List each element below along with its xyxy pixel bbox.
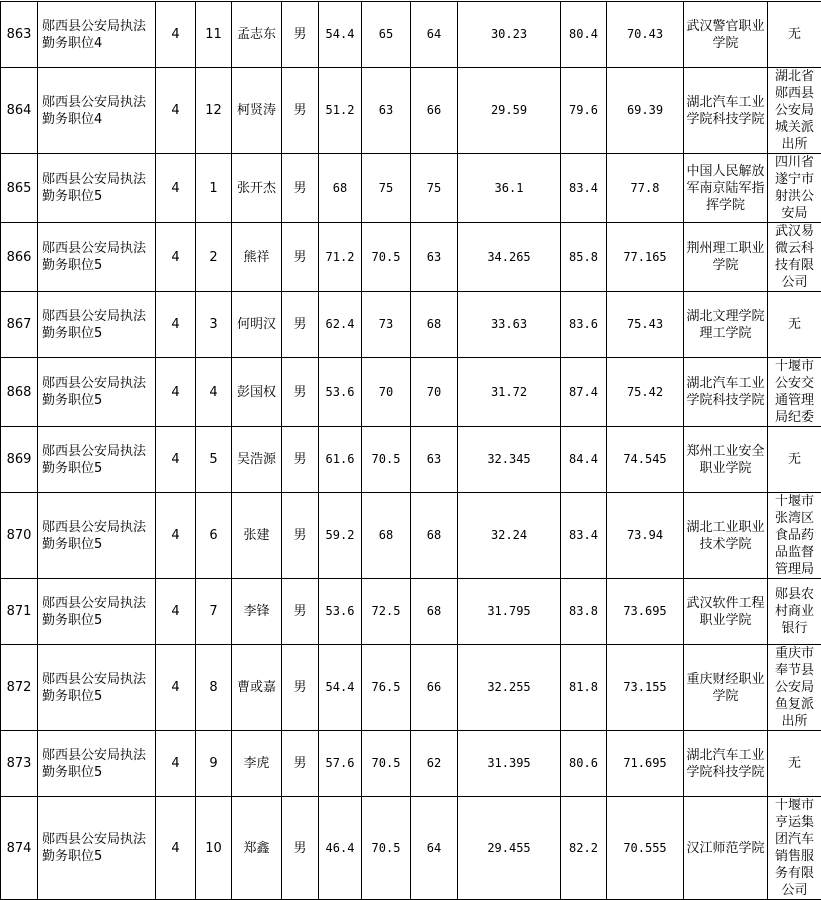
interview-score-cell: 85.8 — [561, 223, 607, 292]
written-score-cell: 34.265 — [458, 223, 561, 292]
score-1-cell: 62.4 — [319, 292, 362, 358]
position-name-cell: 郧西县公安局执法勤务职位5 — [38, 579, 156, 645]
row-number-cell: 863 — [1, 2, 38, 68]
score-3-cell: 68 — [411, 493, 458, 579]
hire-count-cell: 4 — [156, 154, 196, 223]
hire-count-cell: 4 — [156, 731, 196, 797]
gender-cell: 男 — [282, 645, 319, 731]
table-row — [1, 154, 821, 223]
candidate-name-cell: 吴浩源 — [232, 427, 282, 493]
hire-count-cell: 4 — [156, 645, 196, 731]
score-1-cell: 71.2 — [319, 223, 362, 292]
position-name-cell: 郧西县公安局执法勤务职位5 — [38, 493, 156, 579]
interview-score-cell: 82.2 — [561, 797, 607, 900]
rank-cell: 8 — [196, 645, 232, 731]
total-score-cell: 77.165 — [607, 223, 684, 292]
hire-count-cell: 4 — [156, 2, 196, 68]
hire-count-cell: 4 — [156, 493, 196, 579]
rank-cell: 5 — [196, 427, 232, 493]
hire-count-cell: 4 — [156, 68, 196, 154]
written-score-cell: 29.59 — [458, 68, 561, 154]
gender-cell: 男 — [282, 427, 319, 493]
table-row — [1, 731, 821, 797]
rank-cell: 6 — [196, 493, 232, 579]
row-number-cell: 867 — [1, 292, 38, 358]
row-number-cell: 871 — [1, 579, 38, 645]
employer-cell: 无 — [768, 731, 821, 797]
employer-cell: 重庆市奉节县公安局鱼复派出所 — [768, 645, 821, 731]
rank-cell: 9 — [196, 731, 232, 797]
hire-count-cell: 4 — [156, 358, 196, 427]
position-name-cell: 郧西县公安局执法勤务职位5 — [38, 731, 156, 797]
interview-score-cell: 80.4 — [561, 2, 607, 68]
candidate-name-cell: 柯贤涛 — [232, 68, 282, 154]
graduate-school-cell: 重庆财经职业学院 — [684, 645, 768, 731]
table-row — [1, 358, 821, 427]
score-2-cell: 70.5 — [362, 427, 411, 493]
hire-count-cell: 4 — [156, 579, 196, 645]
total-score-cell: 70.43 — [607, 2, 684, 68]
employer-cell: 无 — [768, 2, 821, 68]
rank-cell: 1 — [196, 154, 232, 223]
row-number-cell: 873 — [1, 731, 38, 797]
interview-score-cell: 87.4 — [561, 358, 607, 427]
score-3-cell: 63 — [411, 223, 458, 292]
rank-cell: 3 — [196, 292, 232, 358]
total-score-cell: 73.155 — [607, 645, 684, 731]
row-number-cell: 872 — [1, 645, 38, 731]
row-number-cell: 874 — [1, 797, 38, 900]
graduate-school-cell: 湖北工业职业技术学院 — [684, 493, 768, 579]
candidate-name-cell: 熊祥 — [232, 223, 282, 292]
total-score-cell: 70.555 — [607, 797, 684, 900]
position-name-cell: 郧西县公安局执法勤务职位4 — [38, 2, 156, 68]
position-name-cell: 郧西县公安局执法勤务职位5 — [38, 292, 156, 358]
total-score-cell: 75.42 — [607, 358, 684, 427]
graduate-school-cell: 湖北文理学院理工学院 — [684, 292, 768, 358]
score-1-cell: 61.6 — [319, 427, 362, 493]
graduate-school-cell: 湖北汽车工业学院科技学院 — [684, 358, 768, 427]
score-1-cell: 53.6 — [319, 579, 362, 645]
hire-count-cell: 4 — [156, 427, 196, 493]
employer-cell: 无 — [768, 292, 821, 358]
table-row — [1, 797, 821, 900]
gender-cell: 男 — [282, 68, 319, 154]
graduate-school-cell: 湖北汽车工业学院科技学院 — [684, 731, 768, 797]
gender-cell: 男 — [282, 154, 319, 223]
table-row — [1, 2, 821, 68]
table-row — [1, 223, 821, 292]
position-name-cell: 郧西县公安局执法勤务职位5 — [38, 427, 156, 493]
score-1-cell: 59.2 — [319, 493, 362, 579]
candidate-name-cell: 何明汉 — [232, 292, 282, 358]
written-score-cell: 30.23 — [458, 2, 561, 68]
table-row — [1, 68, 821, 154]
employer-cell: 郧县农村商业银行 — [768, 579, 821, 645]
written-score-cell: 31.795 — [458, 579, 561, 645]
score-3-cell: 70 — [411, 358, 458, 427]
written-score-cell: 33.63 — [458, 292, 561, 358]
gender-cell: 男 — [282, 2, 319, 68]
rank-cell: 7 — [196, 579, 232, 645]
total-score-cell: 73.94 — [607, 493, 684, 579]
score-3-cell: 64 — [411, 797, 458, 900]
score-2-cell: 76.5 — [362, 645, 411, 731]
gender-cell: 男 — [282, 797, 319, 900]
table-row — [1, 579, 821, 645]
score-3-cell: 68 — [411, 292, 458, 358]
hire-count-cell: 4 — [156, 292, 196, 358]
written-score-cell: 32.24 — [458, 493, 561, 579]
row-number-cell: 864 — [1, 68, 38, 154]
hire-count-cell: 4 — [156, 797, 196, 900]
score-1-cell: 51.2 — [319, 68, 362, 154]
interview-score-cell: 83.6 — [561, 292, 607, 358]
score-2-cell: 73 — [362, 292, 411, 358]
employer-cell: 十堰市亨运集团汽车销售服务有限公司 — [768, 797, 821, 900]
row-number-cell: 870 — [1, 493, 38, 579]
position-name-cell: 郧西县公安局执法勤务职位4 — [38, 68, 156, 154]
row-number-cell: 868 — [1, 358, 38, 427]
total-score-cell: 74.545 — [607, 427, 684, 493]
rank-cell: 12 — [196, 68, 232, 154]
score-3-cell: 75 — [411, 154, 458, 223]
graduate-school-cell: 中国人民解放军南京陆军指挥学院 — [684, 154, 768, 223]
score-2-cell: 70.5 — [362, 797, 411, 900]
score-1-cell: 46.4 — [319, 797, 362, 900]
interview-score-cell: 81.8 — [561, 645, 607, 731]
candidate-name-cell: 李锋 — [232, 579, 282, 645]
candidate-name-cell: 郑鑫 — [232, 797, 282, 900]
total-score-cell: 71.695 — [607, 731, 684, 797]
score-2-cell: 75 — [362, 154, 411, 223]
written-score-cell: 31.395 — [458, 731, 561, 797]
rank-cell: 2 — [196, 223, 232, 292]
interview-score-cell: 83.4 — [561, 493, 607, 579]
written-score-cell: 36.1 — [458, 154, 561, 223]
candidate-name-cell: 张建 — [232, 493, 282, 579]
rank-cell: 4 — [196, 358, 232, 427]
score-2-cell: 70.5 — [362, 731, 411, 797]
total-score-cell: 73.695 — [607, 579, 684, 645]
rank-cell: 11 — [196, 2, 232, 68]
table-row — [1, 493, 821, 579]
score-1-cell: 53.6 — [319, 358, 362, 427]
score-3-cell: 66 — [411, 68, 458, 154]
graduate-school-cell: 汉江师范学院 — [684, 797, 768, 900]
candidate-name-cell: 孟志东 — [232, 2, 282, 68]
employer-cell: 十堰市张湾区食品药品监督管理局 — [768, 493, 821, 579]
gender-cell: 男 — [282, 358, 319, 427]
interview-score-cell: 83.8 — [561, 579, 607, 645]
score-3-cell: 66 — [411, 645, 458, 731]
position-name-cell: 郧西县公安局执法勤务职位5 — [38, 223, 156, 292]
score-table — [0, 1, 821, 900]
position-name-cell: 郧西县公安局执法勤务职位5 — [38, 154, 156, 223]
row-number-cell: 865 — [1, 154, 38, 223]
candidate-name-cell: 曹或嘉 — [232, 645, 282, 731]
gender-cell: 男 — [282, 223, 319, 292]
interview-score-cell: 79.6 — [561, 68, 607, 154]
gender-cell: 男 — [282, 292, 319, 358]
candidate-name-cell: 李虎 — [232, 731, 282, 797]
hire-count-cell: 4 — [156, 223, 196, 292]
gender-cell: 男 — [282, 493, 319, 579]
table-row — [1, 645, 821, 731]
rank-cell: 10 — [196, 797, 232, 900]
score-3-cell: 63 — [411, 427, 458, 493]
graduate-school-cell: 湖北汽车工业学院科技学院 — [684, 68, 768, 154]
score-3-cell: 64 — [411, 2, 458, 68]
written-score-cell: 29.455 — [458, 797, 561, 900]
total-score-cell: 75.43 — [607, 292, 684, 358]
graduate-school-cell: 荆州理工职业学院 — [684, 223, 768, 292]
graduate-school-cell: 武汉警官职业学院 — [684, 2, 768, 68]
total-score-cell: 69.39 — [607, 68, 684, 154]
written-score-cell: 32.345 — [458, 427, 561, 493]
score-2-cell: 72.5 — [362, 579, 411, 645]
graduate-school-cell: 郑州工业安全职业学院 — [684, 427, 768, 493]
score-2-cell: 68 — [362, 493, 411, 579]
total-score-cell: 77.8 — [607, 154, 684, 223]
graduate-school-cell: 武汉软件工程职业学院 — [684, 579, 768, 645]
score-1-cell: 57.6 — [319, 731, 362, 797]
score-3-cell: 62 — [411, 731, 458, 797]
table-row — [1, 427, 821, 493]
gender-cell: 男 — [282, 579, 319, 645]
position-name-cell: 郧西县公安局执法勤务职位5 — [38, 645, 156, 731]
employer-cell: 四川省遂宁市射洪公安局 — [768, 154, 821, 223]
score-1-cell: 68 — [319, 154, 362, 223]
position-name-cell: 郧西县公安局执法勤务职位5 — [38, 797, 156, 900]
written-score-cell: 32.255 — [458, 645, 561, 731]
score-2-cell: 70 — [362, 358, 411, 427]
score-2-cell: 63 — [362, 68, 411, 154]
table-row — [1, 292, 821, 358]
candidate-name-cell: 彭国权 — [232, 358, 282, 427]
interview-score-cell: 84.4 — [561, 427, 607, 493]
interview-score-cell: 83.4 — [561, 154, 607, 223]
score-2-cell: 65 — [362, 2, 411, 68]
row-number-cell: 866 — [1, 223, 38, 292]
employer-cell: 十堰市公安交通管理局纪委 — [768, 358, 821, 427]
score-1-cell: 54.4 — [319, 645, 362, 731]
score-2-cell: 70.5 — [362, 223, 411, 292]
candidate-name-cell: 张开杰 — [232, 154, 282, 223]
position-name-cell: 郧西县公安局执法勤务职位5 — [38, 358, 156, 427]
written-score-cell: 31.72 — [458, 358, 561, 427]
employer-cell: 湖北省郧西县公安局城关派出所 — [768, 68, 821, 154]
gender-cell: 男 — [282, 731, 319, 797]
score-3-cell: 68 — [411, 579, 458, 645]
interview-score-cell: 80.6 — [561, 731, 607, 797]
row-number-cell: 869 — [1, 427, 38, 493]
employer-cell: 无 — [768, 427, 821, 493]
employer-cell: 武汉易微云科技有限公司 — [768, 223, 821, 292]
score-1-cell: 54.4 — [319, 2, 362, 68]
